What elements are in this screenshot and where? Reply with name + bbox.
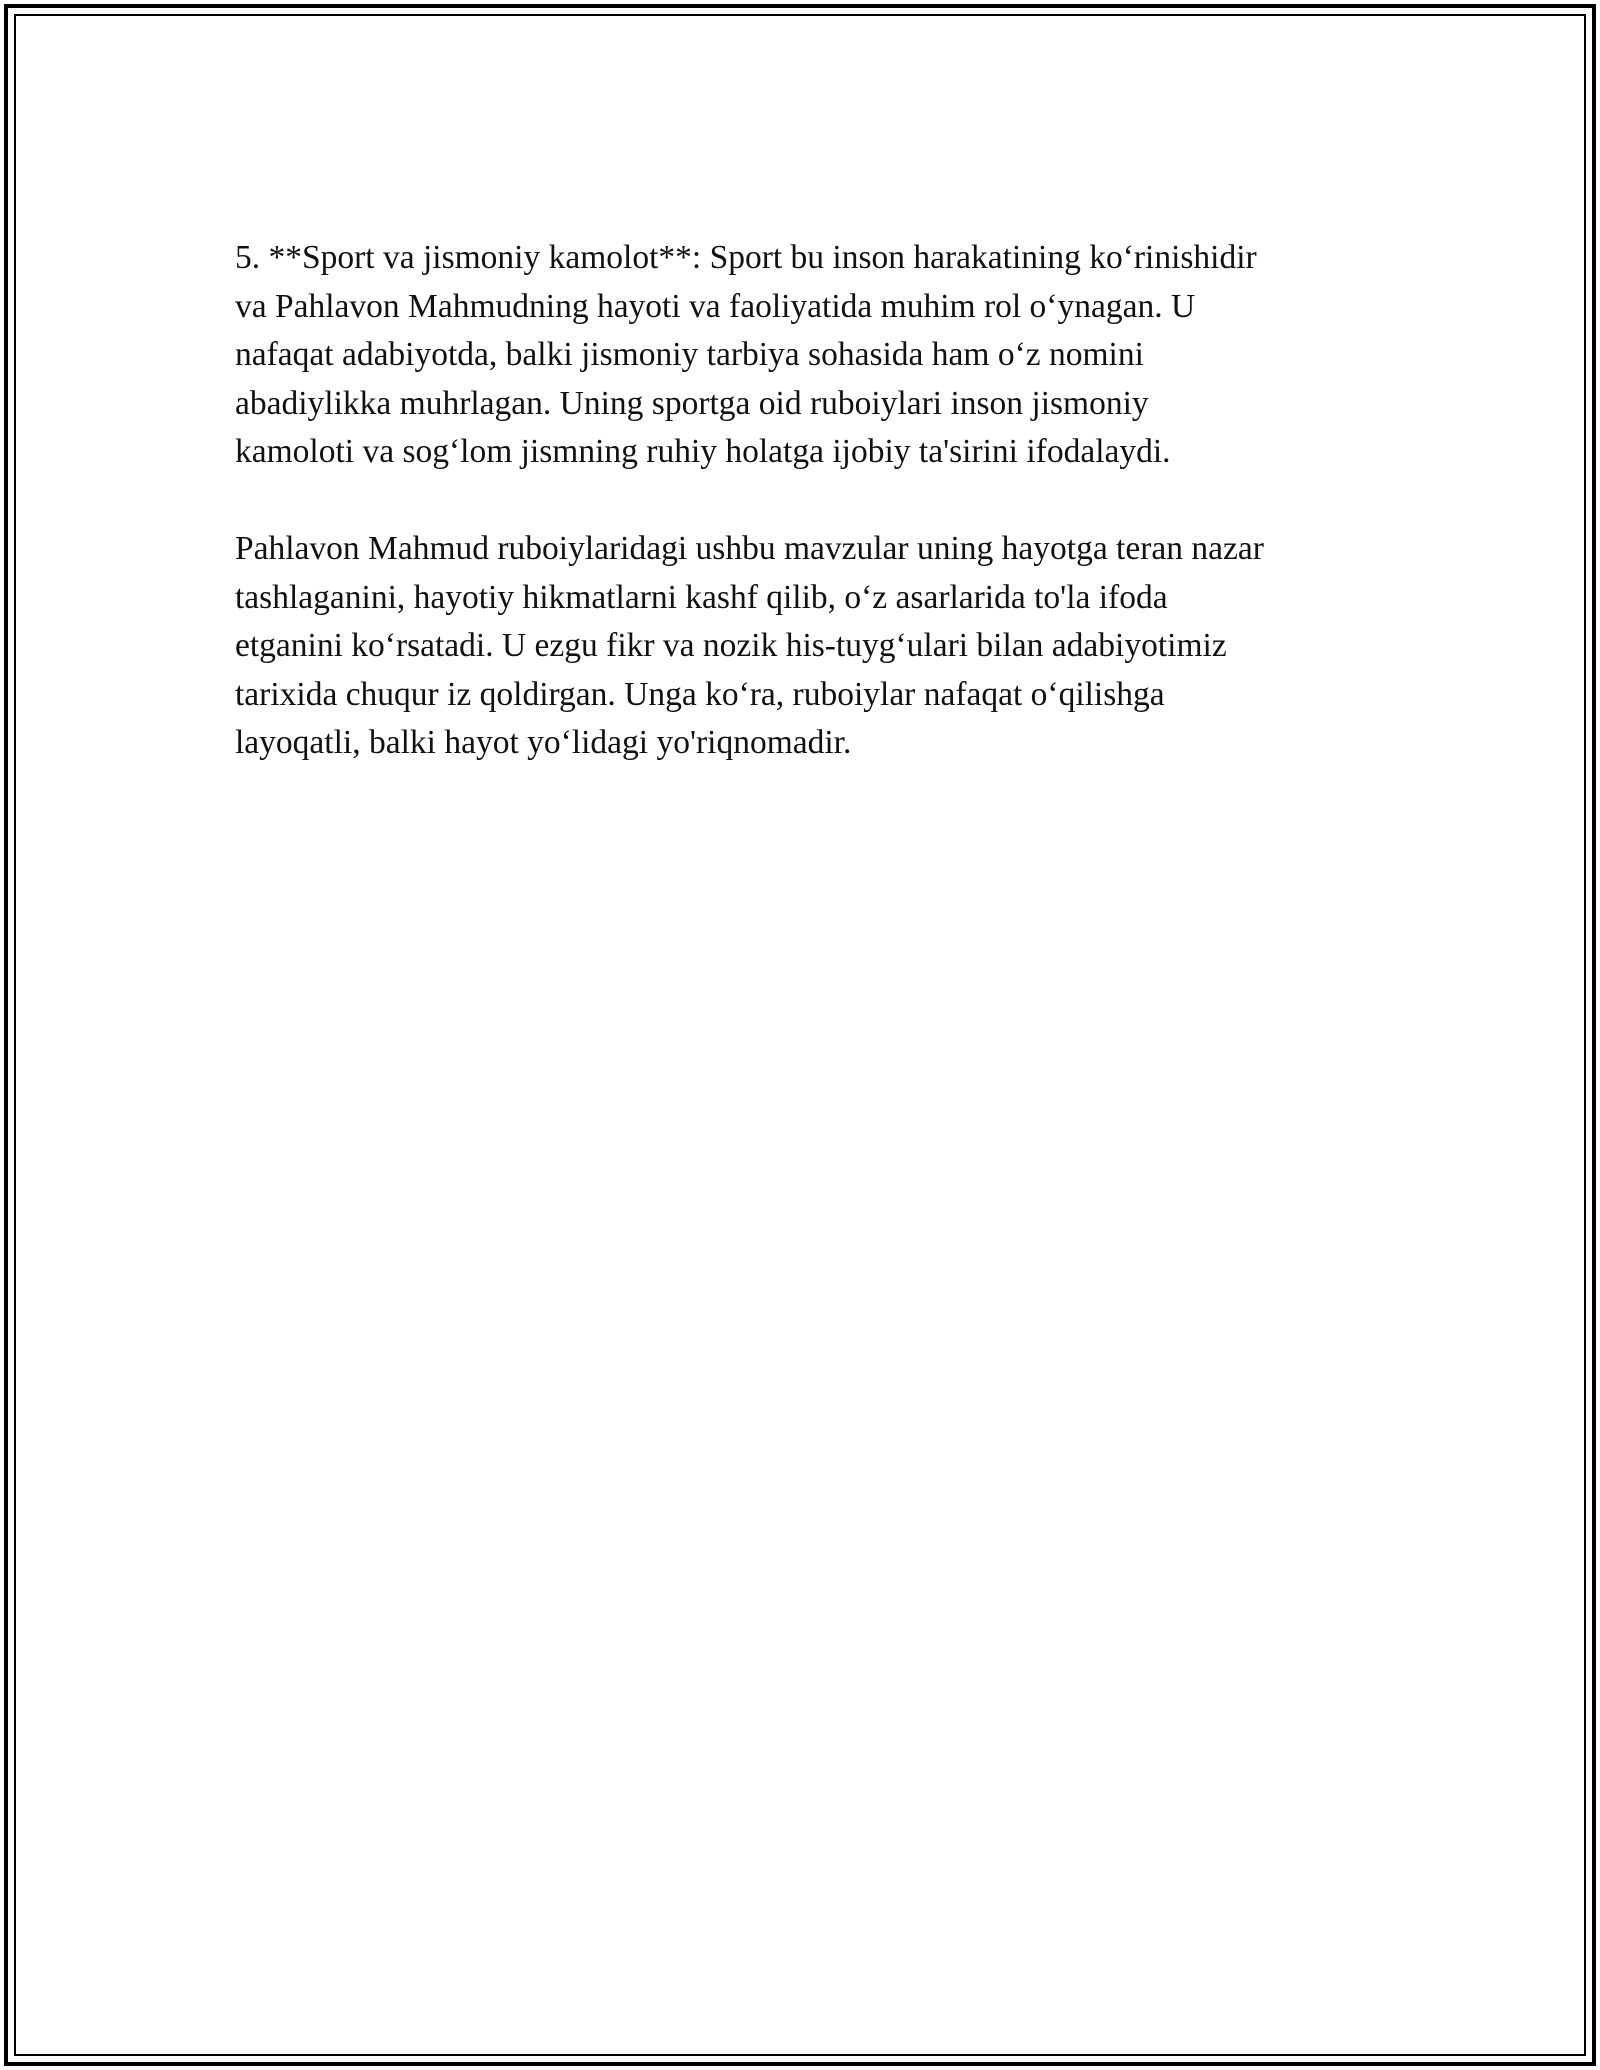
document-body: [235, 234, 1375, 768]
paragraph-conclusion: Pahlavon Mahmud ruboiylaridagi ushbu mavzular uning hayotga teran nazar tashlaganini, hayotiy hikmatlarni kashf qilib, o‘z asarlarida to'la ifoda etganini ko‘rsatadi. U ezgu fikr va nozik his-tuyg‘ulari bilan adabiyotimiz tarixida chuqur iz qoldirgan. Unga ko‘ra, ruboiylar nafaqat o‘qilishga layoqatli, balki hayot yo‘lidagi yo'riqnomadir.: [235, 529, 1264, 762]
paragraph-sport: 5. **Sport va jismoniy kamolot**: Sport bu inson harakatining ko‘rinishidir va Pahlavon Mahmudning hayoti va faoliyatida muhim rol o‘ynagan. U nafaqat adabiyotda, balki jismoniy tarbiya sohasida ham o‘z nomini abadiylikka muhrlagan. Uning sportga oid ruboiylari inson jismoniy kamoloti va sog‘lom jismning ruhiy holatga ijobiy ta'sirini ifodalaydi.: [235, 239, 1257, 471]
